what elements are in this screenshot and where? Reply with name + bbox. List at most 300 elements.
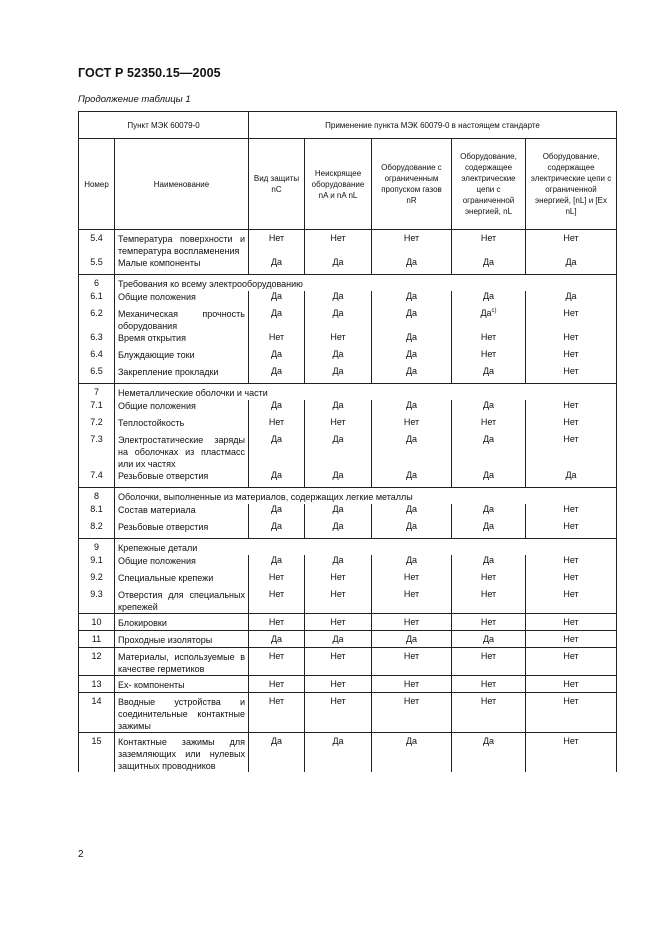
cell-value: Нет (330, 332, 346, 342)
cell-value: Нет (563, 308, 579, 318)
cell-value: Да (270, 470, 283, 480)
row-name: Оболочки, выполненные из материалов, содержащих легкие металлы (115, 487, 617, 504)
cell-nc (249, 230, 305, 258)
cell-nc (249, 291, 305, 308)
cell-value: Да (332, 434, 344, 444)
header-iec-clause: Пункт МЭК 60079-0 (79, 112, 249, 139)
cell-value: Да (482, 434, 495, 444)
cell-value: Да (270, 349, 283, 359)
row-number: 9.3 (79, 589, 115, 614)
cell-value: Да (270, 366, 283, 376)
cell-nc (249, 504, 305, 521)
cell-value: Да (405, 736, 418, 746)
cell-nc (249, 589, 305, 614)
table-row (79, 291, 617, 308)
cell-value: Нет (330, 233, 346, 243)
cell-value: Нет (563, 233, 579, 243)
cell-value: Нет (403, 651, 420, 661)
cell-nl (452, 572, 526, 589)
cell-value: Нет (403, 572, 420, 582)
cell-value: Да (332, 736, 344, 746)
table-row (79, 274, 617, 291)
cell-nr (372, 555, 452, 572)
cell-value: Нет (563, 589, 579, 599)
cell-nc (249, 257, 305, 274)
cell-ex-nl (526, 230, 617, 258)
table-row (79, 521, 617, 538)
cell-value: Да (405, 400, 418, 410)
row-number: 6.5 (79, 366, 115, 383)
cell-value: Да (405, 521, 418, 531)
cell-value: Да (405, 634, 418, 644)
cell-value: Да (270, 434, 283, 444)
row-name: Блокировки (115, 614, 249, 631)
cell-value: Нет (480, 679, 497, 689)
cell-value: Да (565, 291, 577, 301)
cell-nr (372, 648, 452, 676)
cell-value: Да (482, 504, 495, 514)
cell-ex-nl (526, 614, 617, 631)
cell-value: Да (270, 308, 283, 318)
cell-nr (372, 230, 452, 258)
cell-value: Да (482, 521, 495, 531)
table-row (79, 257, 617, 274)
cell-nc (249, 555, 305, 572)
row-number: 9 (79, 538, 115, 555)
table-row (79, 538, 617, 555)
row-name: Температура поверхности и температура воспламенения (115, 230, 249, 258)
cell-value: Да (565, 257, 577, 267)
cell-nl (452, 434, 526, 470)
cell-nc (249, 417, 305, 434)
cell-na (305, 470, 372, 487)
cell-nl (452, 614, 526, 631)
row-number: 7.2 (79, 417, 115, 434)
table-row (79, 572, 617, 589)
row-number: 7.4 (79, 470, 115, 487)
row-name: Общие положения (115, 291, 249, 308)
table-row (79, 434, 617, 470)
cell-nl (452, 308, 526, 332)
column-header-nc: Вид защиты nC (249, 139, 305, 230)
row-number: 5.5 (79, 257, 115, 274)
cell-value: Да (482, 257, 495, 267)
cell-value: Да (482, 291, 495, 301)
cell-nc (249, 400, 305, 417)
cell-ex-nl (526, 434, 617, 470)
cell-value: Нет (403, 233, 420, 243)
cell-na (305, 676, 372, 693)
cell-value: Нет (268, 417, 285, 427)
cell-nr (372, 332, 452, 349)
column-header-na: Неискрящее оборудование nA и nA nL (305, 139, 372, 230)
column-header-nr: Оборудование с ограниченным пропуском газов nR (372, 139, 452, 230)
cell-nl (452, 417, 526, 434)
cell-value: Да (482, 555, 495, 565)
cell-value: Нет (403, 617, 420, 627)
table-row (79, 230, 617, 258)
cell-nc (249, 349, 305, 366)
row-name: Отверстия для специальных крепежей (115, 589, 249, 614)
row-name: Теплостойкость (115, 417, 249, 434)
cell-na (305, 555, 372, 572)
cell-nc (249, 572, 305, 589)
table-row (79, 383, 617, 400)
row-name: Общие положения (115, 400, 249, 417)
cell-nl (452, 589, 526, 614)
cell-na (305, 733, 372, 773)
cell-value: Нет (563, 349, 579, 359)
cell-value: Да (270, 400, 283, 410)
cell-nc (249, 366, 305, 383)
table-row (79, 614, 617, 631)
cell-value: Да (332, 291, 344, 301)
cell-nc (249, 470, 305, 487)
cell-nr (372, 308, 452, 332)
column-header-name: Наименование (115, 139, 249, 230)
cell-nl (452, 291, 526, 308)
cell-value: Да (405, 257, 418, 267)
row-number: 8.2 (79, 521, 115, 538)
cell-value: Нет (268, 332, 285, 342)
cell-value: Да (332, 555, 344, 565)
cell-nl (452, 400, 526, 417)
cell-value: Нет (268, 679, 285, 689)
row-number: 11 (79, 631, 115, 648)
cell-ex-nl (526, 417, 617, 434)
row-name: Специальные крепежи (115, 572, 249, 589)
cell-value: Нет (563, 634, 579, 644)
cell-value: Нет (480, 572, 497, 582)
cell-value: Нет (563, 617, 579, 627)
cell-ex-nl (526, 555, 617, 572)
cell-nr (372, 257, 452, 274)
table-row (79, 589, 617, 614)
cell-nl (452, 733, 526, 773)
cell-ex-nl (526, 332, 617, 349)
footnote-marker: c) (491, 308, 497, 314)
cell-ex-nl (526, 693, 617, 733)
row-number: 6.1 (79, 291, 115, 308)
cell-value: Нет (480, 233, 497, 243)
cell-value: Нет (563, 679, 579, 689)
cell-nl (452, 504, 526, 521)
cell-nr (372, 434, 452, 470)
row-number: 8.1 (79, 504, 115, 521)
header-application: Применение пункта МЭК 60079-0 в настоящем стандарте (249, 112, 617, 139)
row-name: Состав материала (115, 504, 249, 521)
cell-ex-nl (526, 308, 617, 332)
cell-value: Нет (480, 417, 497, 427)
cell-value: Нет (563, 400, 579, 410)
row-number: 6.3 (79, 332, 115, 349)
row-name: Общие положения (115, 555, 249, 572)
cell-value: Да (270, 291, 283, 301)
cell-nr (372, 693, 452, 733)
cell-value: Нет (330, 617, 346, 627)
column-header-nl: Оборудование, содержащее электрические цепи с ограниченной энергией, nL (452, 139, 526, 230)
row-number: 7 (79, 383, 115, 400)
cell-value: Да (332, 400, 344, 410)
cell-value: Да (482, 470, 495, 480)
cell-nr (372, 417, 452, 434)
cell-value: Да (332, 257, 344, 267)
row-number: 7.3 (79, 434, 115, 470)
cell-value: Нет (268, 233, 285, 243)
cell-nc (249, 648, 305, 676)
table-row (79, 349, 617, 366)
cell-value: Да (270, 736, 283, 746)
cell-value: Да (332, 308, 344, 318)
cell-value: Да (270, 257, 283, 267)
cell-value: Да (270, 504, 283, 514)
cell-na (305, 572, 372, 589)
cell-ex-nl (526, 291, 617, 308)
cell-nr (372, 366, 452, 383)
cell-nl (452, 349, 526, 366)
table-row (79, 332, 617, 349)
row-number: 5.4 (79, 230, 115, 258)
cell-nl (452, 470, 526, 487)
cell-value: Да (565, 470, 577, 480)
cell-nr (372, 614, 452, 631)
cell-nc (249, 308, 305, 332)
cell-value: Нет (563, 521, 579, 531)
cell-value: Нет (268, 572, 285, 582)
table-row (79, 555, 617, 572)
row-number: 6.4 (79, 349, 115, 366)
table-body (79, 230, 617, 773)
cell-value: Нет (403, 417, 420, 427)
cell-value: Нет (480, 651, 497, 661)
row-number: 13 (79, 676, 115, 693)
cell-value: Нет (403, 679, 420, 689)
cell-value: Да (332, 521, 344, 531)
table-row (79, 631, 617, 648)
cell-value: Да (405, 332, 418, 342)
cell-value: Нет (480, 349, 497, 359)
row-number: 10 (79, 614, 115, 631)
cell-na (305, 332, 372, 349)
cell-value: Нет (480, 589, 497, 599)
cell-na (305, 291, 372, 308)
cell-na (305, 366, 372, 383)
cell-value: Да (405, 366, 418, 376)
row-name: Проходные изоляторы (115, 631, 249, 648)
table-row (79, 417, 617, 434)
row-name: Блуждающие токи (115, 349, 249, 366)
cell-na (305, 614, 372, 631)
cell-value: Нет (480, 696, 497, 706)
table-row (79, 504, 617, 521)
row-name: Неметаллические оболочки и части (115, 383, 617, 400)
row-name: Закрепление прокладки (115, 366, 249, 383)
cell-value: Да (405, 349, 418, 359)
document-title: ГОСТ Р 52350.15—2005 (78, 66, 221, 80)
column-header-ex-nl: Оборудование, содержащее электрические цепи с ограниченной энергией, [nL] и [Ex nL] (526, 139, 617, 230)
cell-ex-nl (526, 400, 617, 417)
cell-ex-nl (526, 257, 617, 274)
cell-value: Да (482, 400, 495, 410)
cell-nl (452, 693, 526, 733)
row-number: 9.2 (79, 572, 115, 589)
row-number: 8 (79, 487, 115, 504)
row-name: Ex- компоненты (115, 676, 249, 693)
cell-value: Да (270, 634, 283, 644)
cell-value: Да (270, 521, 283, 531)
cell-value: Да (405, 504, 418, 514)
row-number: 15 (79, 733, 115, 773)
cell-nc (249, 332, 305, 349)
cell-value: Нет (563, 651, 579, 661)
cell-ex-nl (526, 470, 617, 487)
row-name: Крепежные детали (115, 538, 617, 555)
cell-nl (452, 521, 526, 538)
cell-ex-nl (526, 521, 617, 538)
cell-value: Нет (330, 417, 346, 427)
table-row (79, 470, 617, 487)
cell-value: Нет (563, 417, 579, 427)
cell-value: Да (405, 291, 418, 301)
table-continuation-label: Продолжение таблицы 1 (78, 94, 191, 105)
cell-nc (249, 693, 305, 733)
row-number: 12 (79, 648, 115, 676)
table-row (79, 648, 617, 676)
cell-nl (452, 366, 526, 383)
table-row (79, 366, 617, 383)
cell-ex-nl (526, 676, 617, 693)
cell-value: Да (332, 504, 344, 514)
row-number: 9.1 (79, 555, 115, 572)
cell-value: Нет (480, 332, 497, 342)
row-name: Электростатические заряды на оболочках из пластмасс или их частях (115, 434, 249, 470)
cell-value: Нет (330, 696, 346, 706)
row-name: Требования ко всему электрооборудованию (115, 274, 617, 291)
cell-nl (452, 257, 526, 274)
cell-nc (249, 733, 305, 773)
row-name: Материалы, используемые в качестве герметиков (115, 648, 249, 676)
requirements-table (78, 111, 617, 772)
page-number: 2 (78, 849, 84, 860)
table-row (79, 676, 617, 693)
cell-value: Нет (563, 332, 579, 342)
row-name: Время открытия (115, 332, 249, 349)
table-row (79, 400, 617, 417)
cell-ex-nl (526, 631, 617, 648)
cell-value: Да (482, 634, 495, 644)
cell-value: Нет (268, 589, 285, 599)
cell-ex-nl (526, 589, 617, 614)
cell-nr (372, 572, 452, 589)
column-header-number: Номер (79, 139, 115, 230)
cell-value: Да (332, 470, 344, 480)
cell-na (305, 257, 372, 274)
cell-ex-nl (526, 349, 617, 366)
row-name: Резьбовые отверстия (115, 470, 249, 487)
row-name: Малые компоненты (115, 257, 249, 274)
cell-value: Нет (330, 679, 346, 689)
cell-nc (249, 521, 305, 538)
cell-ex-nl (526, 504, 617, 521)
cell-value: Нет (563, 736, 579, 746)
cell-value: Нет (330, 572, 346, 582)
cell-value: Да (482, 366, 495, 376)
row-name: Резьбовые отверстия (115, 521, 249, 538)
cell-ex-nl (526, 366, 617, 383)
cell-nl (452, 230, 526, 258)
cell-nl (452, 332, 526, 349)
cell-value: Нет (268, 696, 285, 706)
table-row (79, 308, 617, 332)
cell-value: Да (332, 634, 344, 644)
cell-value: Нет (563, 555, 579, 565)
row-name: Механическая прочность оборудования (115, 308, 249, 332)
row-number: 7.1 (79, 400, 115, 417)
cell-na (305, 400, 372, 417)
cell-value: Нет (330, 589, 346, 599)
cell-na (305, 504, 372, 521)
table-row (79, 733, 617, 773)
cell-nr (372, 676, 452, 693)
row-name: Вводные устройства и соединительные контактные зажимы (115, 693, 249, 733)
cell-nr (372, 349, 452, 366)
cell-value: Нет (563, 696, 579, 706)
cell-value: Да (482, 736, 495, 746)
row-number: 14 (79, 693, 115, 733)
cell-value: Нет (563, 434, 579, 444)
cell-ex-nl (526, 648, 617, 676)
cell-value: Нет (403, 696, 420, 706)
cell-nl (452, 555, 526, 572)
cell-value: Нет (563, 572, 579, 582)
cell-value: Да (405, 555, 418, 565)
cell-nr (372, 631, 452, 648)
cell-value: Нет (330, 651, 346, 661)
cell-value: Нет (268, 617, 285, 627)
cell-value: Да (480, 308, 492, 318)
cell-nr (372, 589, 452, 614)
cell-ex-nl (526, 733, 617, 773)
cell-nr (372, 291, 452, 308)
cell-value: Да (332, 349, 344, 359)
row-name: Контактные зажимы для заземляющих или нулевых защитных проводников (115, 733, 249, 773)
table-row (79, 693, 617, 733)
cell-na (305, 521, 372, 538)
cell-value: Нет (403, 589, 420, 599)
cell-na (305, 631, 372, 648)
cell-nr (372, 470, 452, 487)
cell-na (305, 308, 372, 332)
row-number: 6 (79, 274, 115, 291)
cell-nl (452, 648, 526, 676)
cell-value: Да (405, 434, 418, 444)
cell-nl (452, 631, 526, 648)
cell-value: Да (270, 555, 283, 565)
cell-nr (372, 733, 452, 773)
cell-na (305, 648, 372, 676)
cell-nr (372, 400, 452, 417)
cell-na (305, 434, 372, 470)
cell-value: Да (405, 308, 418, 318)
cell-nc (249, 631, 305, 648)
cell-value: Нет (268, 651, 285, 661)
cell-na (305, 417, 372, 434)
cell-nr (372, 521, 452, 538)
cell-na (305, 693, 372, 733)
row-number: 6.2 (79, 308, 115, 332)
table-row (79, 487, 617, 504)
cell-value: Да (405, 470, 418, 480)
